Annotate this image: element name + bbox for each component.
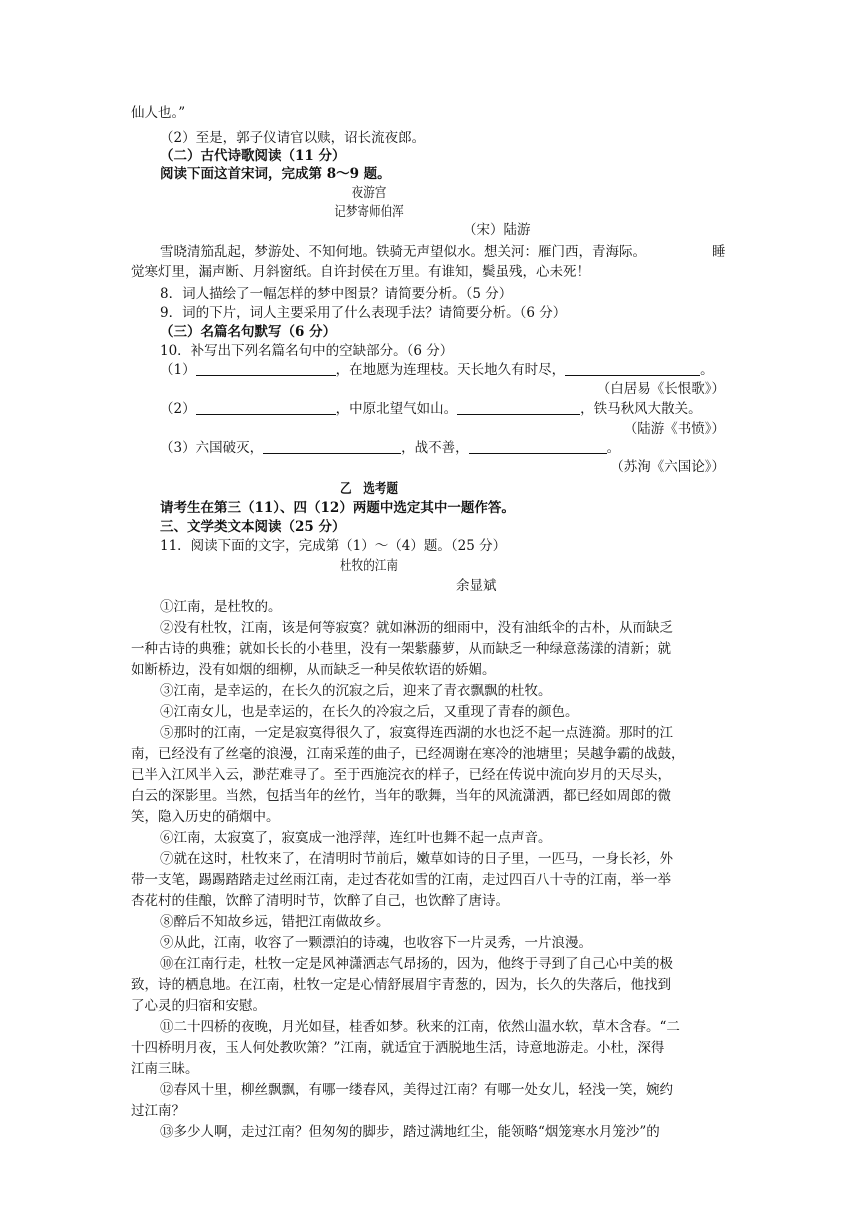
answer-blank[interactable] [457,399,580,415]
paragraph-line: ⑬多少人啊，走过江南？但匆匆的脚步，踏过满地红尘，能领略“烟笼寒水月笼沙”的 [160,1124,660,1140]
answer-blank[interactable] [263,438,401,454]
paragraph-line: 十四桥明月夜，玉人何处教吹箫？”江南，就适宜于洒脱地生活，诗意地游走。小杜，深得 [131,1040,665,1056]
answer-blank[interactable] [196,399,336,415]
section-heading: 三、文学类文本阅读（25 分） [160,519,346,535]
article-author: 余显斌 [456,578,497,594]
section-heading: （三）名篇名句默写（6 分） [160,324,337,340]
paragraph-line: 致，诗的栖息地。在江南，杜牧一定是心情舒展眉宇青葱的，因为，长久的失落后，他找到 [131,977,671,993]
paragraph-line: 杏花村的佳酿，饮醉了清明时节，饮醉了自己，也饮醉了唐诗。 [131,893,509,909]
fill-line-1: （1） ，在地愿为连理枝。天长地久有时尽， 。 [160,362,714,378]
paragraph-line: ⑫春风十里，柳丝飘飘，有哪一缕春风，美得过江南？有哪一处女儿，轻浅一笑，婉约 [160,1082,673,1098]
poem-line: 觉寒灯里，漏声断、月斜窗纸。自许封侯在万里。有谁知，鬓虽残，心未死！ [131,264,590,280]
source-citation: （苏洵《六国论》） [610,459,725,475]
instruction: 阅读下面这首宋词，完成第 8～9 题。 [160,166,391,182]
poem-line: 睡 [712,244,726,260]
paragraph-line: ①江南，是杜牧的。 [160,599,282,615]
paragraph-line: ⑪二十四桥的夜晚，月光如昼，桂香如梦。秋来的江南，依然山温水软，草木含春。“二 [160,1019,680,1035]
paragraph-line: ④江南女儿，也是幸运的，在长久的冷寂之后，又重现了青春的颜色。 [160,704,579,720]
text-line: 仙人也。” [131,105,186,121]
section-heading: 乙 选考题 [340,481,398,497]
paragraph-line: 南，已经没有了丝毫的浪漫，江南采莲的曲子，已经凋谢在寒冷的池塘里；吴越争霸的战鼓， [131,746,685,762]
answer-blank[interactable] [469,438,607,454]
source-citation: （白居易《长恨歌》） [596,381,725,397]
poem-title: 夜游宫 [351,185,387,201]
article-title: 杜牧的江南 [340,558,398,574]
paragraph-line: ⑥江南，太寂寞了，寂寞成一池浮萍，连红叶也舞不起一点声音。 [160,830,552,846]
paragraph-line: ⑦就在这时，杜牧来了，在清明时节前后，嫩草如诗的日子里，一匹马，一身长衫，外 [160,851,673,867]
paragraph-line: 白云的深影里。当然，包括当年的丝竹，当年的歌舞，当年的风流潇洒，都已经如周郎的微 [131,788,671,804]
question-8: 8．词人描绘了一幅怎样的梦中图景？请简要分析。（5 分） [160,286,513,302]
paragraph-line: 一种古诗的典雅；就如长长的小巷里，没有一架紫藤萝，从而缺乏一种绿意荡漾的清新；就 [131,641,671,657]
poem-author: （宋）陆游 [463,222,531,238]
source-citation: （陆游《书愤》） [623,421,725,437]
paragraph-line: ②没有杜牧，江南，该是何等寂寞？就如淋沥的细雨中，没有油纸伞的古朴，从而缺乏 [160,620,673,636]
question-10: 10．补写出下列名篇名句中的空缺部分。（6 分） [160,343,454,359]
paragraph-line: ⑧醉后不知故乡远，错把江南做故乡。 [160,914,390,930]
paragraph-line: ⑤那时的江南，一定是寂寞得很久了，寂寞得连西湖的水也泛不起一点涟漪。那时的江 [160,725,673,741]
section-heading: （二）古代诗歌阅读（11 分） [160,148,346,164]
paragraph-line: 江南三昧。 [131,1061,199,1077]
fill-line-3: （3）六国破灭， ，战不善， 。 [160,440,621,456]
poem-subtitle: 记梦寄师伯浑 [334,204,404,220]
question-11: 11．阅读下面的文字，完成第（1）～（4）题。（25 分） [160,538,507,554]
answer-blank[interactable] [196,360,336,376]
instruction: 请考生在第三（11）、四（12）两题中选定其中一题作答。 [160,500,515,516]
paragraph-line: 已半入江风半入云，渺茫难寻了。至于西施浣衣的样子，已经在传说中流向岁月的天尽头， [131,767,671,783]
paragraph-line: ⑨从此，江南，收容了一颗漂泊的诗魂，也收容下一片灵秀，一片浪漫。 [160,935,592,951]
paragraph-line: 带一支笔，踢踢踏踏走过丝雨江南，走过杏花如雪的江南，走过四百八十寺的江南，举一举 [131,872,671,888]
fill-line-2: （2） ，中原北望气如山。 ，铁马秋风大散关。 [160,401,702,417]
question-9: 9．词的下片，词人主要采用了什么表现手法？请简要分析。（6 分） [160,305,567,321]
paragraph-line: 笑，隐入历史的硝烟中。 [131,809,280,825]
paragraph-line: 过江南？ [131,1103,185,1119]
paragraph-line: 如断桥边，没有如烟的细柳，从而缺乏一种吴侬软语的娇媚。 [131,662,496,678]
paragraph-line: ⑩在江南行走，杜牧一定是风神潇洒志气昂扬的，因为，他终于寻到了自己心中美的极 [160,956,673,972]
text-line: （2）至是，郭子仪请官以赎，诏长流夜郎。 [160,130,426,146]
paragraph-line: 了心灵的归宿和安慰。 [131,998,266,1014]
answer-blank[interactable] [565,360,700,376]
paragraph-line: ③江南，是幸运的，在长久的沉寂之后，迎来了青衣飘飘的杜牧。 [160,683,552,699]
poem-line: 雪晓清笳乱起，梦游处、不知何地。铁骑无声望似水。想关河：雁门西，青海际。 [160,244,646,260]
